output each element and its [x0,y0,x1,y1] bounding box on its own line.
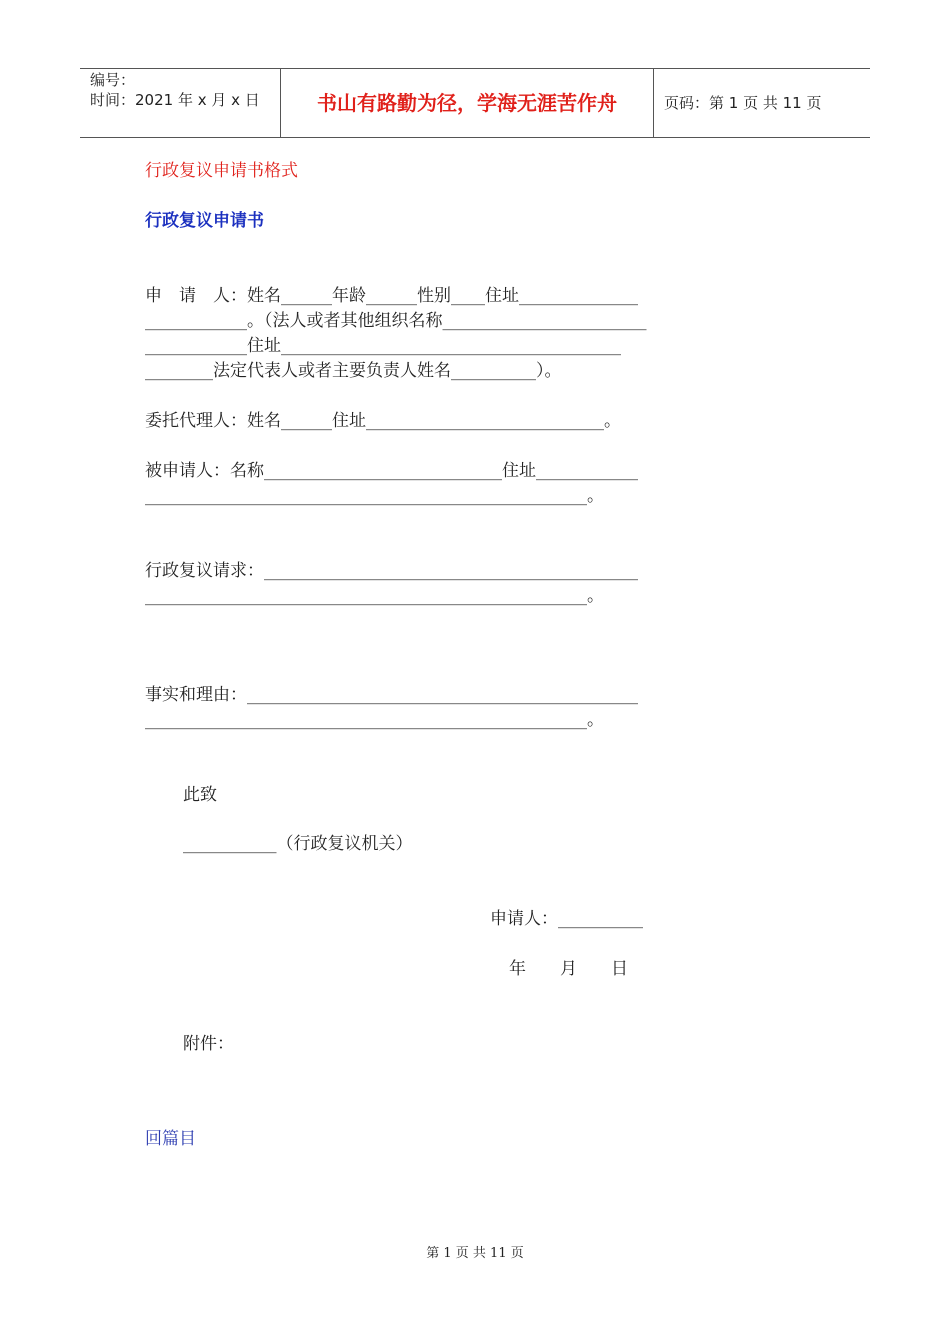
request-line-1: 行政复议请求：____________________________________________ [145,561,638,581]
signature-line: 申请人：__________ [490,909,643,929]
applicant-line-1: 申 请 人：姓名______年龄______性别____住址______________ [145,286,638,306]
header-middle-cell [281,69,654,137]
respondent-line-1: 被申请人：名称____________________________住址____________ [145,461,638,481]
authority-line: ___________（行政复议机关） [183,834,413,854]
request-line-2: ____________________________________________________。 [145,586,604,606]
applicant-line-4: ________法定代表人或者主要负责人姓名__________）。 [145,361,562,381]
header-right-cell [654,69,870,137]
document-time: 时间：2021 年 x 月 x 日 [90,91,260,109]
salutation: 此致 [183,785,217,805]
facts-line-1: 事实和理由：______________________________________________ [145,685,638,705]
back-to-index-link[interactable]: 回篇目 [145,1129,196,1149]
header-left-cell [80,69,281,137]
document-heading: 行政复议申请书 [145,211,264,231]
agent-line: 委托代理人：姓名______住址____________________________。 [145,411,621,431]
date-line: 年 月 日 [509,959,628,979]
facts-line-2: ____________________________________________________。 [145,710,604,730]
document-title: 行政复议申请书格式 [145,161,298,181]
header-page-info: 页码：第 1 页 共 11 页 [664,94,822,112]
page-footer: 第 1 页 共 11 页 [426,1246,524,1261]
page-header [80,68,870,138]
header-motto: 书山有路勤为径，学海无涯苦作舟 [317,91,617,115]
attachment-label: 附件： [183,1034,234,1054]
document-number-label: 编号： [90,71,136,89]
applicant-line-2: ____________。（法人或者其他组织名称________________________ [145,311,647,331]
respondent-line-2: ____________________________________________________。 [145,486,604,506]
applicant-line-3: ____________住址________________________________________ [145,336,621,356]
